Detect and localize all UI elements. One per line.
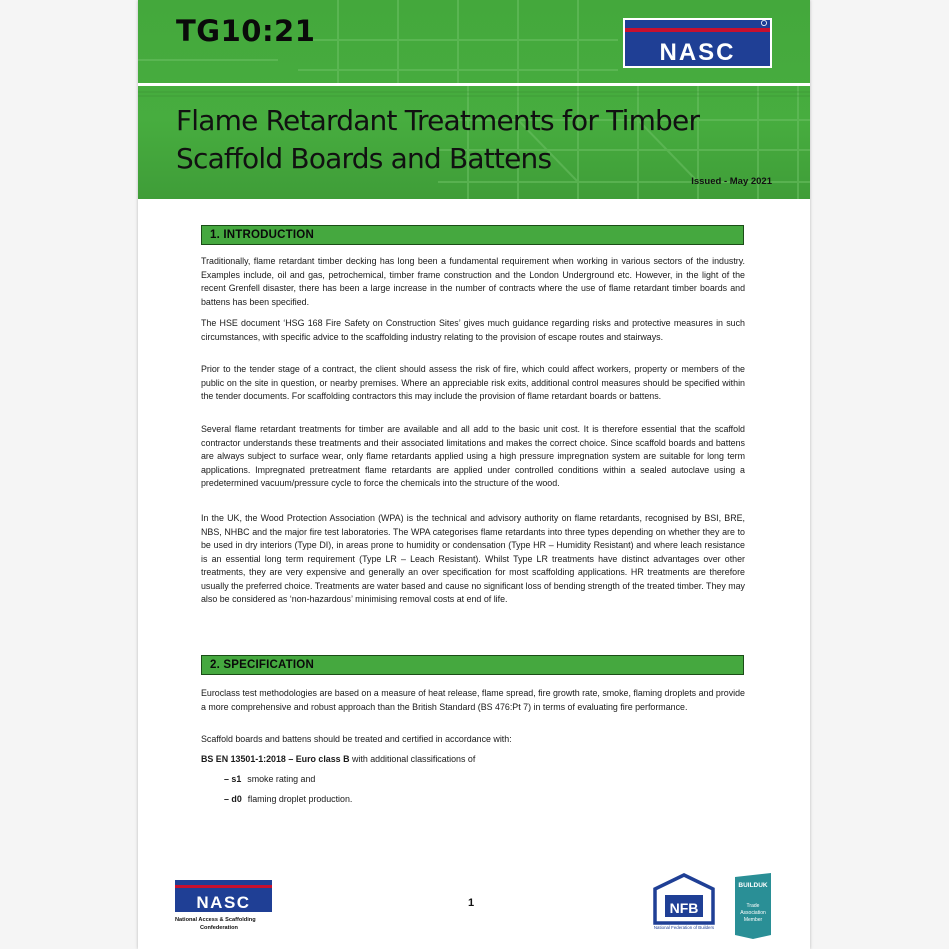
nfb-logo <box>651 873 717 931</box>
section-heading-text: 2. SPECIFICATION <box>210 659 314 671</box>
nasc-logo-text: NASC <box>659 39 736 66</box>
standard-description: with additional classifications of <box>349 754 476 764</box>
badge-brand: BUILDUK <box>738 882 768 889</box>
banner-divider <box>138 83 810 86</box>
builduk-member-badge <box>735 873 771 939</box>
section-heading-text: 1. INTRODUCTION <box>210 229 314 241</box>
footer-nasc-logo-text: NASC <box>196 893 251 912</box>
intro-paragraph-5: In the UK, the Wood Protection Association (WPA) is the technical and advisory authority on flame retardants, recognised by BSI, BRE, NBS, NHBC and the major fire test laboratories. The WPA categorises flame retardants into three types depending on whether they are to be used in dry interiors (Type DI), in areas prone to humidity or condensation (Type HR – Humidity Resistant) and where leach resistance is an essential long term requirement (Type LR – Leach Resistant). Whilst Type LR treatments have distinct advantages over other treatments, they are very expensive and generally an over specification for most scaffolding applications. HR treatments are therefore usually the preferred choice. Treatments are water based and cause no significant loss of bending strength of the treated timber. They may also be considered as ‘non-hazardous’ minimising removal costs at end of life. <box>201 513 745 604</box>
footer-nasc-logo <box>175 880 275 932</box>
page-number: 1 <box>468 897 475 909</box>
classification-item <box>224 774 315 784</box>
intro-paragraph-2: The HSE document ‘HSG 168 Fire Safety on Construction Sites’ gives much guidance regarding risks and protective measures in such circumstances, with specific advice to the scaffolding industry relating to the provision of escape routes and stairways. <box>201 318 745 342</box>
issue-date: Issued - May 2021 <box>691 176 772 187</box>
section-heading-introduction <box>201 225 744 245</box>
classification-code: – s1 <box>224 774 242 784</box>
header-banner <box>138 0 810 199</box>
badge-line-1: Trade <box>746 903 760 909</box>
spec-paragraph-2: Scaffold boards and battens should be treated and certified in accordance with: <box>201 734 512 744</box>
title-line-2: Scaffold Boards and Battens <box>176 142 552 175</box>
intro-paragraph-3: Prior to the tender stage of a contract, the client should assess the risk of fire, which could affect workers, property or members of the public on the site in question, or nearby premises. Where an appreciable risk exits, additional control measures should be specified within the tender documents. For scaffolding contractors this may include the provision of flame retardant boards or battens. <box>201 364 745 401</box>
footer-nasc-tagline-1: National Access & Scaffolding <box>175 917 256 923</box>
classification-text: smoke rating and <box>247 774 316 784</box>
badge-line-2: Association <box>740 910 766 916</box>
intro-paragraph-4: Several flame retardant treatments for timber are available and all add to the basic unit cost. It is therefore essential that the scaffold contractor understands these treatments and their associated limitations and makes the correct choice. Since scaffold boards and battens are always subject to surface wear, only flame retardants applied using a high pressure impregnation system are suitable for long term applications. Impregnated pretreatment flame retardants are applied under controlled conditions within a sealed autoclave using a predetermined vacuum/pressure cycle to force the chemicals into the structure of the wood. <box>201 424 745 488</box>
section-heading-specification <box>201 655 744 675</box>
standard-code: BS EN 13501-1:2018 – Euro class B <box>201 754 350 764</box>
nasc-logo <box>623 18 772 68</box>
intro-paragraph-1: Traditionally, flame retardant timber decking has long been a fundamental requirement when working in various sectors of the industry. Examples include, oil and gas, petrochemical, timber frame construction and the London Underground etc. However, in the light of the recent Grenfell disaster, there has been a large increase in the number of contracts where the use of flame retardant timber boards and battens has been specified. <box>201 256 745 307</box>
spec-paragraph-1: Euroclass test methodologies are based on a measure of heat release, flame spread, fire growth rate, smoke, flaming droplets and provide a more comprehensive and robust approach than the British Standard (BS 476:Pt 7) in terms of evaluating fire performance. <box>201 688 745 712</box>
classification-item <box>224 794 352 804</box>
nfb-logo-text: NFB <box>669 900 699 916</box>
classification-text: flaming droplet production. <box>247 794 353 804</box>
document-code: TG10:21 <box>176 14 316 48</box>
badge-line-3: Member <box>743 917 763 923</box>
standard-reference <box>201 753 745 767</box>
document-page <box>138 0 810 949</box>
footer-nasc-tagline-2: Confederation <box>200 925 238 931</box>
title-line-1: Flame Retardant Treatments for Timber <box>176 104 700 137</box>
classification-code: – d0 <box>224 794 242 804</box>
nfb-tagline: National Federation of Builders <box>653 925 715 930</box>
document-title <box>176 102 776 178</box>
